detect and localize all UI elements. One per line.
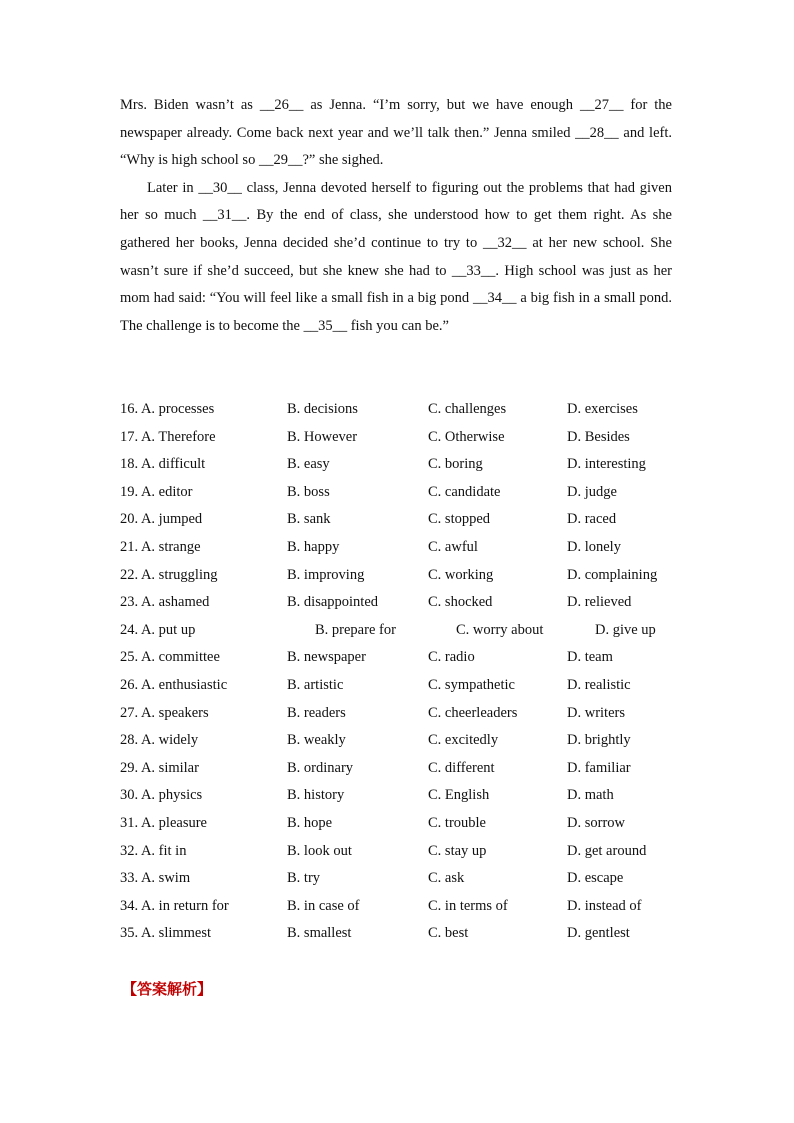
question-number: 34	[120, 897, 135, 914]
question-row	[120, 562, 680, 590]
option-b: B. easy	[287, 456, 330, 473]
option-d: D. writers	[567, 704, 625, 721]
option-b: B. look out	[287, 842, 352, 859]
option-b: B. readers	[287, 704, 346, 721]
option-text: A. in return for	[140, 897, 229, 914]
option-c: C. English	[428, 787, 490, 804]
option-text: A. fit in	[140, 842, 187, 859]
question-row	[120, 534, 680, 562]
option-d: D. gentlest	[567, 925, 630, 942]
question-number: 29	[120, 759, 135, 776]
question-row	[120, 396, 680, 424]
passage	[120, 92, 672, 340]
option-a-with-number: 23. A. ashamed	[120, 594, 210, 611]
option-b: B. artistic	[287, 676, 344, 693]
option-c: C. in terms of	[428, 897, 508, 914]
option-text: A. speakers	[140, 704, 209, 721]
option-b: B. in case of	[287, 897, 360, 914]
option-text: A. swim	[140, 870, 191, 887]
passage-paragraph-1: Mrs. Biden wasn’t as __26__ as Jenna. “I’m sorry, but we have enough __27__ for the newspaper already. Come back next year and we’ll talk then.” Jenna smiled __28__ and left. “Why is high school so __29__?” she sighed.	[120, 97, 672, 169]
option-b: B. sank	[287, 511, 331, 528]
option-c: C. excitedly	[428, 732, 499, 749]
option-a-with-number: 30. A. physics	[120, 787, 203, 804]
option-c: C. trouble	[428, 814, 486, 831]
option-text: A. committee	[140, 649, 220, 666]
option-a-with-number: 27. A. speakers	[120, 704, 209, 721]
option-c: C. boring	[428, 456, 483, 473]
option-a-with-number: 22. A. struggling	[120, 566, 218, 583]
option-c: C. cheerleaders	[428, 704, 518, 721]
question-row	[120, 451, 680, 479]
question-number: 22	[120, 566, 135, 583]
option-d: D. math	[567, 787, 614, 804]
option-text: A. ashamed	[140, 594, 210, 611]
option-text: A. Therefore	[140, 428, 216, 445]
option-b: B. hope	[287, 814, 333, 831]
question-row	[120, 727, 680, 755]
option-a-with-number: 34. A. in return for	[120, 897, 229, 914]
option-d: D. complaining	[567, 566, 658, 583]
question-number: 18	[120, 456, 135, 473]
option-c: C. best	[428, 925, 469, 942]
option-c: C. awful	[428, 538, 478, 555]
option-c: C. ask	[428, 870, 465, 887]
question-number: 27	[120, 704, 135, 721]
option-b: B. try	[287, 870, 321, 887]
question-number: 30	[120, 787, 135, 804]
option-c: C. sympathetic	[428, 676, 515, 693]
option-a-with-number: 31. A. pleasure	[120, 814, 207, 831]
option-text: A. slimmest	[140, 925, 212, 942]
option-c: C. candidate	[428, 483, 501, 500]
question-number: 35	[120, 925, 135, 942]
question-number: 25	[120, 649, 135, 666]
option-text: A. strange	[140, 538, 201, 555]
option-c: C. radio	[428, 649, 475, 666]
question-number: 19	[120, 483, 135, 500]
question-row	[120, 506, 680, 534]
option-text: A. widely	[140, 732, 199, 749]
option-d: D. exercises	[567, 401, 638, 417]
option-d: D. raced	[567, 511, 617, 528]
question-number: 23	[120, 594, 135, 611]
question-row	[120, 920, 680, 948]
question-number: 32	[120, 842, 135, 859]
answer-analysis-heading: 【答案解析】	[122, 980, 213, 998]
option-a-with-number: 32. A. fit in	[120, 842, 187, 859]
question-row	[120, 782, 680, 810]
option-d: D. get around	[567, 842, 647, 859]
option-a-with-number: 28. A. widely	[120, 732, 199, 749]
option-c: C. stay up	[428, 842, 487, 859]
option-text: A. enthusiastic	[140, 676, 228, 693]
question-number: 24	[120, 621, 135, 638]
question-number: 16	[120, 401, 135, 417]
question-number: 33	[120, 870, 135, 887]
question-number: 28	[120, 732, 135, 749]
option-a-with-number: 25. A. committee	[120, 649, 220, 666]
question-row	[120, 424, 680, 452]
option-text: A. pleasure	[140, 814, 207, 831]
option-b: B. ordinary	[287, 759, 354, 776]
option-b: B. boss	[287, 483, 330, 500]
option-d: D. Besides	[567, 428, 630, 445]
option-d: D. escape	[567, 870, 624, 887]
option-d: D. team	[567, 649, 613, 666]
option-c: C. challenges	[428, 401, 507, 417]
option-d: D. realistic	[567, 676, 631, 693]
option-b: B. happy	[287, 538, 340, 555]
passage-paragraph-2: Later in __30__ class, Jenna devoted herself to figuring out the problems that had given her so much __31__. By the end of class, she understood how to get them right. As she gathered her books, Jenna decided she’d continue to try to __32__ at her new school. She wasn’t sure if she’d succeed, but she knew she had to __33__. High school was just as her mom had said: “You will feel like a small fish in a big pond __34__ a big fish in a small pond. The challenge is to become the __35__ fish you can be.”	[120, 179, 672, 334]
option-c: C. worry about	[456, 621, 544, 638]
option-a-with-number: 24. A. put up	[120, 621, 196, 638]
question-row	[120, 865, 680, 893]
option-a-with-number: 18. A. difficult	[120, 456, 206, 473]
option-b: B. disappointed	[287, 594, 379, 611]
question-row	[120, 700, 680, 728]
option-a-with-number: 19. A. editor	[120, 483, 193, 500]
option-d: D. familiar	[567, 759, 631, 776]
option-b: B. weakly	[287, 732, 346, 749]
answer-options-list	[120, 396, 680, 948]
option-b: B. smallest	[287, 925, 352, 942]
option-d: D. give up	[595, 621, 656, 638]
option-b: B. However	[287, 428, 358, 445]
option-d: D. interesting	[567, 456, 646, 473]
question-row	[120, 479, 680, 507]
question-number: 17	[120, 428, 135, 445]
option-a-with-number: 35. A. slimmest	[120, 925, 212, 942]
option-c: C. shocked	[428, 594, 493, 611]
option-text: A. struggling	[140, 566, 218, 583]
question-row	[120, 672, 680, 700]
option-d: D. sorrow	[567, 814, 625, 831]
option-d: D. brightly	[567, 732, 631, 749]
option-text: A. jumped	[140, 511, 203, 528]
option-a-with-number: 26. A. enthusiastic	[120, 676, 228, 693]
option-d: D. instead of	[567, 897, 642, 914]
option-c: C. working	[428, 566, 494, 583]
option-text: A. difficult	[140, 456, 206, 473]
option-a-with-number: 16. A. processes	[120, 401, 215, 417]
option-text: A. physics	[140, 787, 203, 804]
question-row	[120, 589, 680, 617]
option-b: B. improving	[287, 566, 365, 583]
option-a-with-number: 33. A. swim	[120, 870, 191, 887]
option-a-with-number: 20. A. jumped	[120, 511, 203, 528]
option-a-with-number: 21. A. strange	[120, 538, 201, 555]
option-text: A. editor	[140, 483, 193, 500]
question-number: 26	[120, 676, 135, 693]
option-c: C. stopped	[428, 511, 491, 528]
question-number: 31	[120, 814, 135, 831]
question-row	[120, 810, 680, 838]
option-d: D. judge	[567, 483, 617, 500]
option-a-with-number: 29. A. similar	[120, 759, 199, 776]
option-c: C. different	[428, 759, 495, 776]
option-text: A. similar	[140, 759, 199, 776]
question-row	[120, 755, 680, 783]
question-row	[120, 893, 680, 921]
option-b: B. decisions	[287, 401, 358, 417]
option-d: D. relieved	[567, 594, 632, 611]
option-b: B. newspaper	[287, 649, 366, 666]
question-row	[120, 838, 680, 866]
question-row	[120, 617, 680, 645]
option-text: A. processes	[140, 401, 215, 417]
option-a-with-number: 17. A. Therefore	[120, 428, 216, 445]
option-text: A. put up	[140, 621, 196, 638]
question-row	[120, 644, 680, 672]
option-b: B. history	[287, 787, 345, 804]
option-c: C. Otherwise	[428, 428, 505, 445]
question-number: 20	[120, 511, 135, 528]
question-number: 21	[120, 538, 135, 555]
option-d: D. lonely	[567, 538, 621, 555]
option-b: B. prepare for	[315, 621, 396, 638]
